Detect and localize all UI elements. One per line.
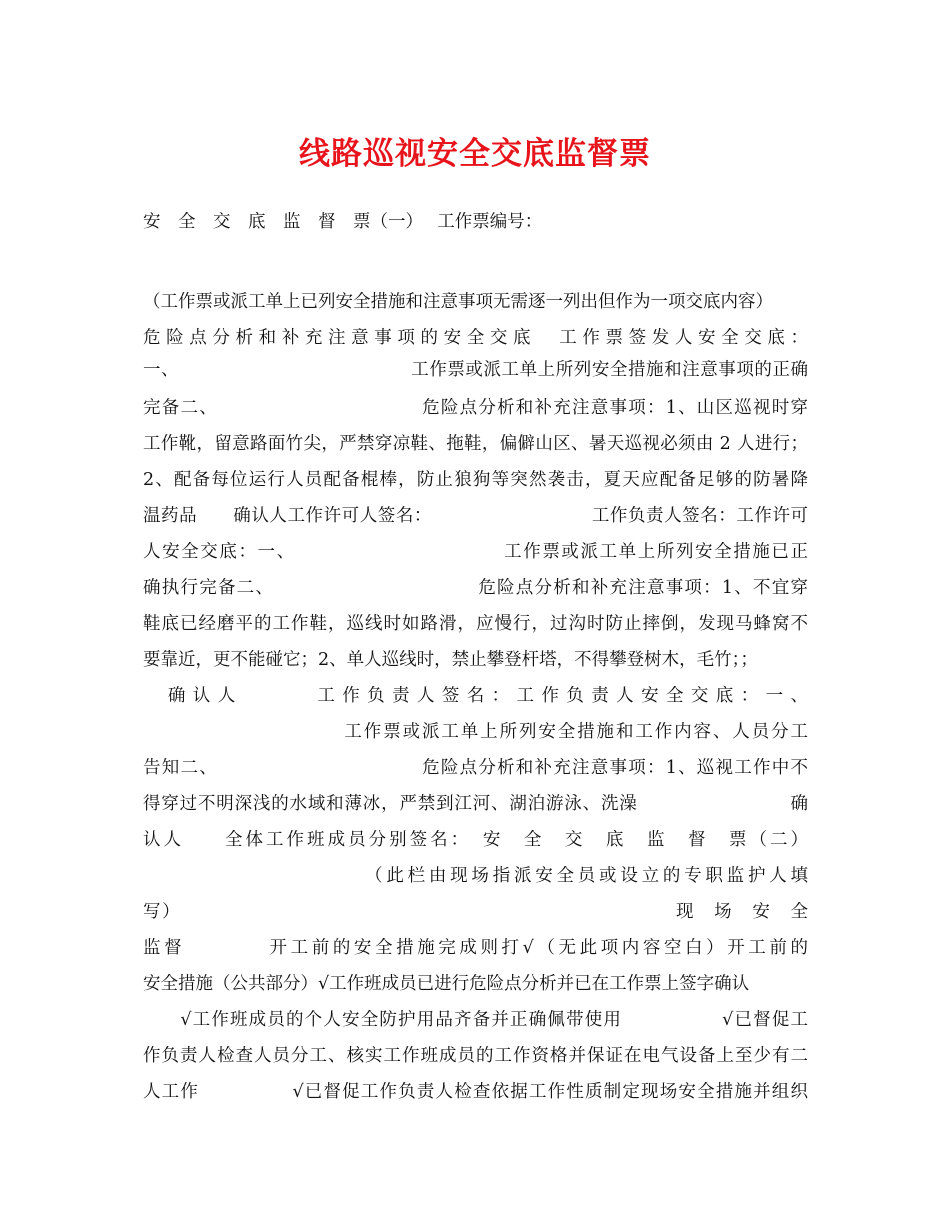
body-line: 要靠近，更不能碰它；2、单人巡线时，禁止攀登杆塔，不得攀登树木，毛竹；； — [143, 650, 758, 670]
body-line: 安 全 交 底 监 督 票（一） 工作票编号： — [143, 212, 543, 232]
body-line: 鞋底已经磨平的工作鞋，巡线时如路滑，应慢行，过沟时防止摔倒，发现马蜂窝不 — [143, 614, 809, 634]
body-line: 认人 全体工作班成员分别签名： 安 全 交 底 监 督 票（二） — [143, 830, 812, 850]
body-line: 告知二、 危险点分析和补充注意事项：1、巡视工作中不 — [143, 758, 810, 778]
body-line: 人安全交底：一、 工作票或派工单上所列安全措施已正 — [143, 542, 810, 562]
body-line: √工作班成员的个人安全防护用品齐备并正确佩带使用 √已督促工 — [143, 1010, 810, 1030]
body-line: 完备二、 危险点分析和补充注意事项：1、山区巡视时穿 — [143, 398, 810, 418]
body-line: 确认人 工作负责人签名：工作负责人安全交底：一、 — [143, 686, 816, 706]
body-line: 危险点分析和补充注意事项的安全交底 工作票签发人安全交底： — [143, 328, 814, 348]
body-line: 工作票或派工单上所列安全措施和工作内容、人员分工 — [143, 722, 810, 742]
body-line: （工作票或派工单上已列安全措施和注意事项无需逐一列出但作为一项交底内容） — [143, 292, 773, 312]
page-title: 线路巡视安全交底监督票 — [299, 136, 651, 172]
body-line: 2、配备每位运行人员配备棍棒，防止狼狗等突然袭击，夏天应配备足够的防暑降 — [143, 470, 810, 490]
body-line: 确执行完备二、 危险点分析和补充注意事项：1、不宜穿 — [143, 578, 810, 598]
body-line: 一、 工作票或派工单上所列安全措施和注意事项的正确 — [143, 360, 809, 380]
body-line: 温药品 确认人工作许可人签名： 工作负责人签名：工作许可 — [143, 506, 809, 526]
body-line: 写） 现 场 安 全 — [143, 902, 810, 922]
body-line: 安全措施（公共部分）√工作班成员已进行危险点分析并已在工作票上签字确认 — [143, 974, 750, 994]
body-line: 工作靴，留意路面竹尖，严禁穿凉鞋、拖鞋，偏僻山区、暑天巡视必须由 2 人进行； — [143, 434, 809, 454]
body-line: （此栏由现场指派安全员或设立的专职监护人填 — [143, 866, 812, 886]
body-line: 得穿过不明深浅的水域和薄冰，严禁到江河、湖泊游泳、洗澡 确 — [143, 794, 809, 814]
body-line: 监督 开工前的安全措施完成则打√（无此项内容空白）开工前的 — [143, 938, 812, 958]
body-line: 人工作 √已督促工作负责人检查依据工作性质制定现场安全措施并组织 — [143, 1082, 810, 1102]
body-line: 作负责人检查人员分工、核实工作班成员的工作资格并保证在电气设备上至少有二 — [143, 1046, 809, 1066]
